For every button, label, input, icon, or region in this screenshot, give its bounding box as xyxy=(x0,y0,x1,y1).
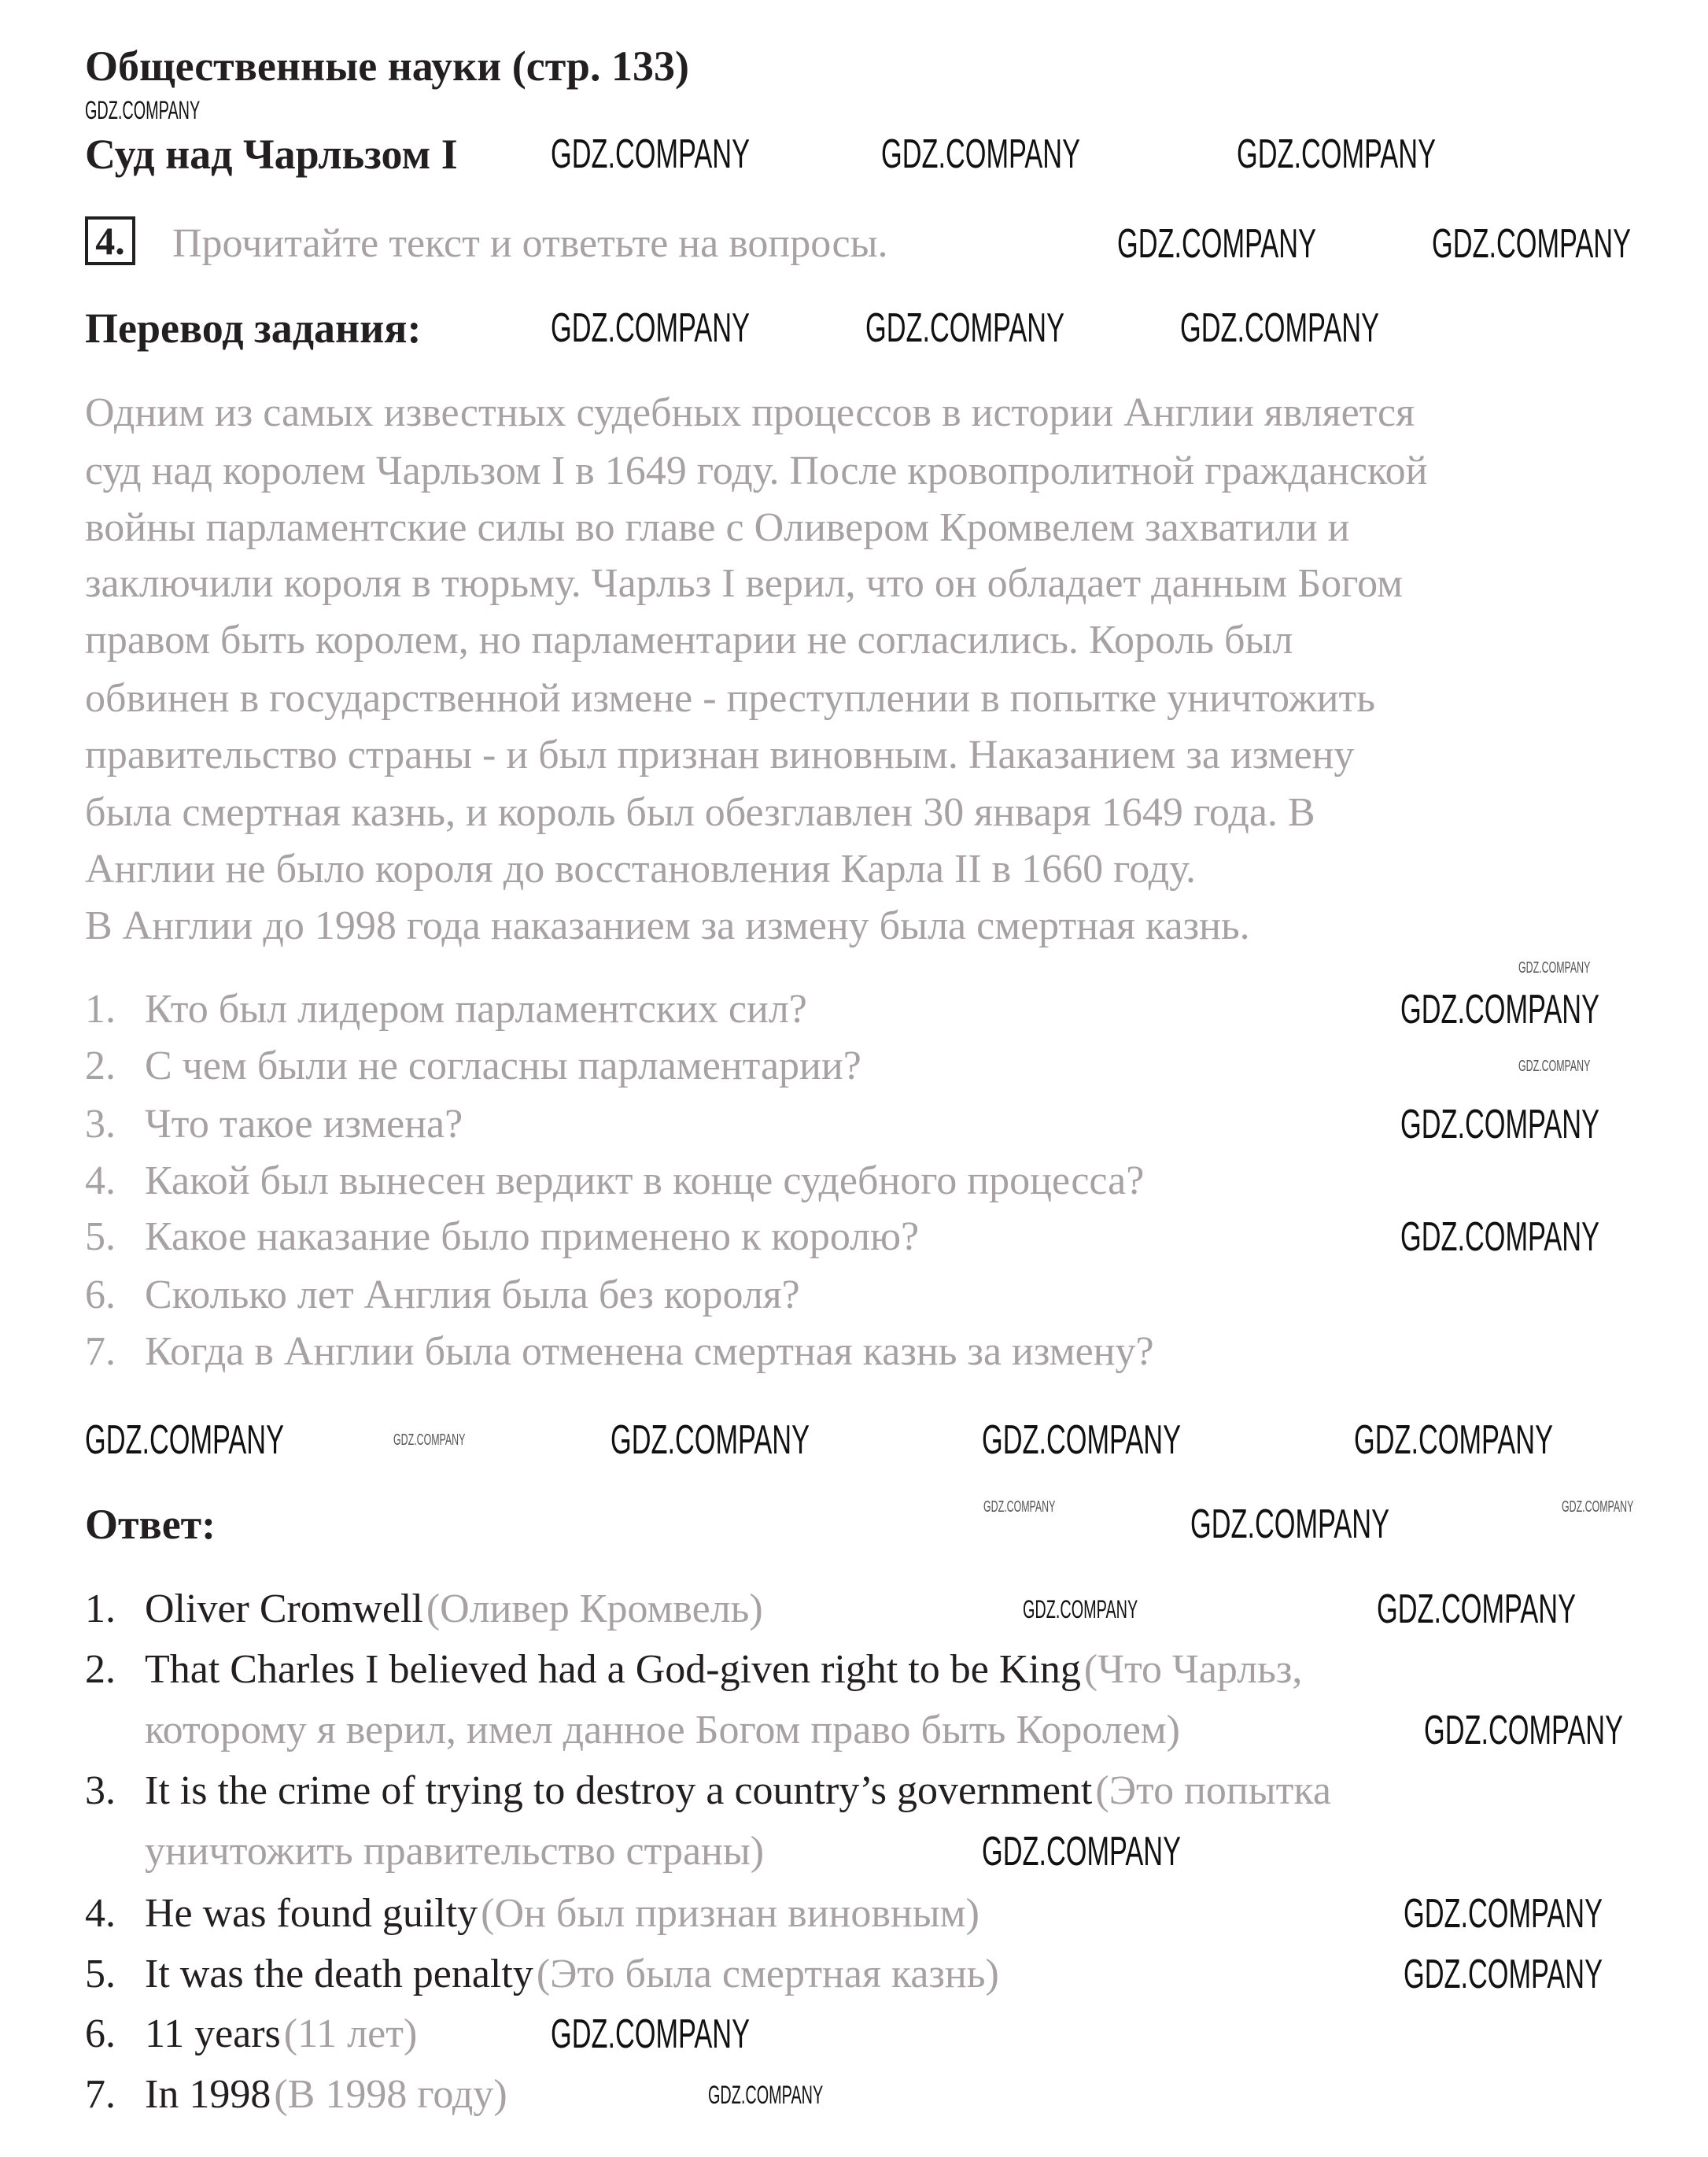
question-number: 6. xyxy=(85,1272,116,1317)
answer-ru: (Оливер Кромвель) xyxy=(426,1586,763,1631)
watermark: GDZ.COMPANY xyxy=(611,1417,810,1463)
answer-ru: (Он был признан виновным) xyxy=(481,1891,979,1936)
question-number: 7. xyxy=(85,1329,116,1374)
watermark: GDZ.COMPANY xyxy=(1180,305,1379,351)
paragraph-line: заключили короля в тюрьму. Чарльз I верил, что он обладает данным Богом xyxy=(85,561,1404,606)
watermark: GDZ.COMPANY xyxy=(1562,1498,1634,1516)
task-instruction: Прочитайте текст и ответьте на вопросы. xyxy=(172,221,888,266)
page-title: Общественные науки (стр. 133) xyxy=(85,42,689,90)
question-text: С чем были не согласны парламентарии? xyxy=(145,1043,861,1088)
answer-item xyxy=(145,2011,418,2056)
watermark: GDZ.COMPANY xyxy=(393,1431,466,1449)
answer-ru-continued: которому я верил, имел данное Богом право быть Королем) xyxy=(145,1708,1180,1753)
paragraph-line: суд над королем Чарльзом I в 1649 году. После кровопролитной гражданской xyxy=(85,449,1428,493)
answer-ru: (Это попытка xyxy=(1095,1768,1331,1813)
watermark: GDZ.COMPANY xyxy=(1400,1102,1599,1147)
question-number: 4. xyxy=(85,1158,116,1203)
watermark: GDZ.COMPANY xyxy=(983,1498,1056,1516)
answer-en: He was found guilty xyxy=(145,1891,478,1936)
answer-ru-continued: уничтожить правительство страны) xyxy=(145,1829,765,1874)
watermark: GDZ.COMPANY xyxy=(1237,131,1436,177)
question-number: 1. xyxy=(85,987,116,1032)
answer-number: 7. xyxy=(85,2072,116,2117)
watermark: GDZ.COMPANY xyxy=(551,305,750,351)
paragraph-line: была смертная казнь, и король был обезглавлен 30 января 1649 года. В xyxy=(85,790,1315,835)
answer-en: Oliver Cromwell xyxy=(145,1586,423,1631)
question-text: Когда в Англии была отменена смертная казнь за измену? xyxy=(145,1329,1154,1374)
watermark: GDZ.COMPANY xyxy=(1400,987,1599,1032)
task-number-badge: 4. xyxy=(85,216,135,265)
answer-number: 1. xyxy=(85,1586,116,1631)
paragraph-line: Англии не было короля до восстановления Карла II в 1660 году. xyxy=(85,847,1196,892)
answer-en: In 1998 xyxy=(145,2072,271,2117)
watermark: GDZ.COMPANY xyxy=(1404,1952,1603,1997)
paragraph-line: Одним из самых известных судебных процессов в истории Англии является xyxy=(85,390,1415,435)
answer-number: 2. xyxy=(85,1647,116,1692)
answer-en: That Charles I believed had a God-given right to be King xyxy=(145,1647,1081,1692)
watermark: GDZ.COMPANY xyxy=(1400,1214,1599,1260)
watermark: GDZ.COMPANY xyxy=(1424,1708,1623,1753)
question-text: Сколько лет Англия была без короля? xyxy=(145,1272,800,1317)
answer-item xyxy=(145,1768,1331,1813)
answer-item xyxy=(145,2074,507,2115)
answer-item xyxy=(145,1586,763,1631)
answer-number: 3. xyxy=(85,1768,116,1813)
watermark: GDZ.COMPANY xyxy=(1432,221,1631,267)
question-text: Что такое измена? xyxy=(145,1102,463,1147)
watermark: GDZ.COMPANY xyxy=(982,1417,1181,1463)
watermark: GDZ.COMPANY xyxy=(708,2081,824,2109)
question-text: Какое наказание было применено к королю? xyxy=(145,1214,920,1259)
question-number: 5. xyxy=(85,1214,116,1259)
watermark: GDZ.COMPANY xyxy=(1377,1586,1576,1632)
paragraph-line: обвинен в государственной измене - преступлении в попытке уничтожить xyxy=(85,676,1375,721)
answer-en: It is the crime of trying to destroy a country’s government xyxy=(145,1768,1093,1813)
question-text: Какой был вынесен вердикт в конце судебного процесса? xyxy=(145,1158,1145,1203)
topic-title: Суд над Чарльзом I xyxy=(85,131,458,178)
watermark: GDZ.COMPANY xyxy=(881,131,1080,177)
paragraph-line: правом быть королем, но парламентарии не согласились. Король был xyxy=(85,618,1293,663)
watermark: GDZ.COMPANY xyxy=(1354,1417,1553,1463)
answer-ru: (Что Чарльз, xyxy=(1083,1647,1303,1692)
paragraph-line: В Англии до 1998 года наказанием за измену была смертная казнь. xyxy=(85,903,1250,948)
watermark: GDZ.COMPANY xyxy=(85,1417,284,1463)
question-number: 3. xyxy=(85,1102,116,1147)
answer-number: 6. xyxy=(85,2011,116,2056)
watermark: GDZ.COMPANY xyxy=(865,305,1064,351)
answer-item xyxy=(145,1893,979,1934)
watermark: GDZ.COMPANY xyxy=(551,131,750,177)
watermark: GDZ.COMPANY xyxy=(1404,1891,1603,1937)
answer-ru: (11 лет) xyxy=(283,2011,418,2056)
watermark: GDZ.COMPANY xyxy=(1117,221,1316,267)
answer-item xyxy=(145,1954,999,1995)
paragraph-line: войны парламентские силы во главе с Оливером Кромвелем захватили и xyxy=(85,505,1350,550)
watermark: GDZ.COMPANY xyxy=(1518,1058,1591,1075)
answer-number: 4. xyxy=(85,1891,116,1936)
watermark: GDZ.COMPANY xyxy=(551,2011,750,2057)
watermark: GDZ.COMPANY xyxy=(982,1829,1181,1874)
answer-item xyxy=(145,1649,1302,1690)
answer-ru: (В 1998 году) xyxy=(274,2072,507,2117)
answer-en: It was the death penalty xyxy=(145,1952,533,1996)
watermark: GDZ.COMPANY xyxy=(1518,959,1591,977)
question-number: 2. xyxy=(85,1043,116,1088)
question-text: Кто был лидером парламентских сил? xyxy=(145,987,807,1032)
paragraph-line: правительство страны - и был признан виновным. Наказанием за измену xyxy=(85,733,1355,777)
translation-heading: Перевод задания: xyxy=(85,305,422,352)
answer-number: 5. xyxy=(85,1952,116,1996)
answer-heading: Ответ: xyxy=(85,1501,216,1548)
watermark: GDZ.COMPANY xyxy=(1023,1595,1138,1623)
answer-ru: (Это была смертная казнь) xyxy=(536,1952,999,1996)
answer-en: 11 years xyxy=(145,2011,281,2056)
watermark: GDZ.COMPANY xyxy=(1190,1501,1389,1547)
watermark: GDZ.COMPANY xyxy=(85,96,201,124)
